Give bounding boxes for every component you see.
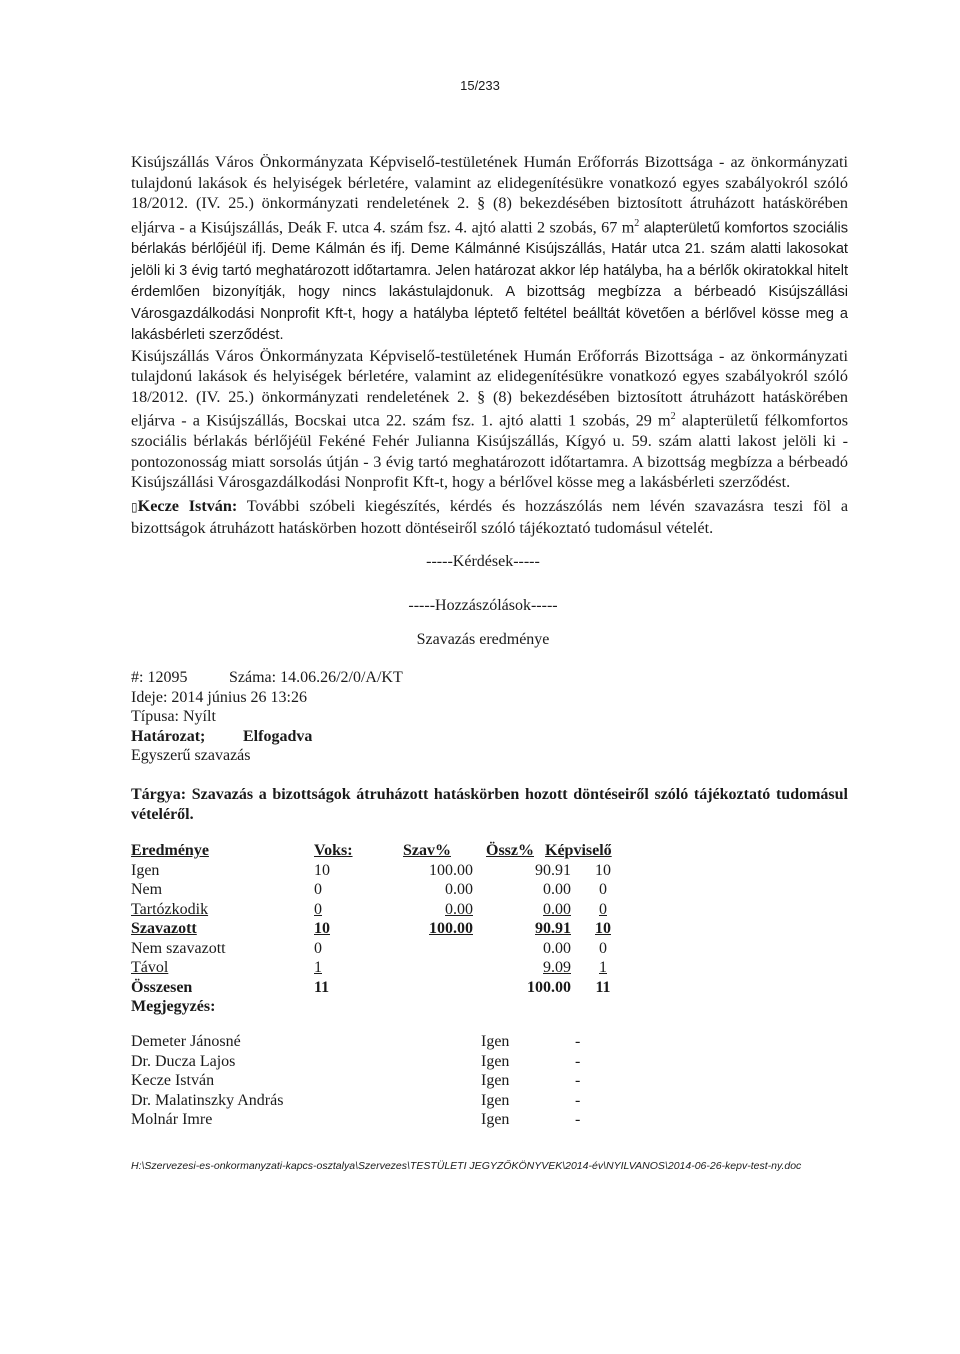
- row-representatives: 0: [599, 939, 607, 957]
- row-total-percent: 9.09: [543, 959, 571, 976]
- member-vote: Igen: [481, 1111, 510, 1128]
- vote-result-heading: Szavazás eredménye: [416, 631, 550, 648]
- paragraph-deak-utca: [131, 152, 848, 346]
- row-name: Tartózkodik: [131, 900, 209, 918]
- row-representatives: 0: [599, 881, 607, 898]
- member-note: -: [575, 1091, 581, 1109]
- speaker-name: Kecze István:: [137, 497, 238, 515]
- row-total-percent: 0.00: [543, 881, 571, 898]
- row-votes: 0: [314, 900, 322, 918]
- paragraph-1-main: Kisújszállás Város Önkormányzata Képviselő-testületének Humán Erőforrás Bizottsága - az önkormányzati tulajdonú lakások és helyiségek bérletére, valamint az elidegenítésükre vonatkozó egyes szabályokról szóló 18/2012. (IV. 25.) önkormányzati rendeletének 2. § (8) bekezdésében biztosított átruházott hatáskörében eljárva - a Kisújszállás, Deák F. utca 4. szám fsz. 4. ajtó alatti 2 szobás, 67 m: [131, 153, 848, 236]
- resolution-text: [131, 152, 848, 493]
- row-name: Összesen: [131, 978, 193, 996]
- vote-id-row: [131, 668, 403, 688]
- member-note: -: [575, 1111, 581, 1128]
- header-votes: Voks:: [314, 842, 353, 859]
- resolution-row: [131, 727, 403, 747]
- speaker-text: További szóbeli kiegészítés, kérdés és hozzászólás nem lévén szavazásra teszi föl a bizottságok átruházott hatáskörben hozott döntéseiről szóló tájékoztató tudomásul vételét.: [131, 497, 849, 537]
- row-vote-percent: 100.00: [429, 861, 473, 879]
- member-name: Demeter Jánosné: [131, 1033, 241, 1050]
- row-total-percent: 90.91: [535, 861, 571, 879]
- page-number: 15/233: [460, 78, 500, 93]
- member-note: -: [575, 1072, 581, 1089]
- row-name: Távol: [131, 959, 169, 976]
- member-name: Kecze István: [131, 1072, 215, 1089]
- vote-id: #: 12095: [131, 669, 188, 686]
- list-item: [131, 1032, 581, 1052]
- resolution-label: Határozat;: [131, 727, 206, 745]
- member-name: Dr. Malatinszky András: [131, 1091, 284, 1109]
- row-total-percent: 90.91: [535, 920, 571, 937]
- member-note: -: [575, 1052, 581, 1070]
- paragraph-2-rest: alapterületű félkomfortos szociális bérlakás bérlőjéül Fekéné Fehér Julianna Kisújszállás, Kígyó u. 59. szám alatti lakost jelöli ki - pontozonosság miatt sorsolás útján - 3 évig tartó meghatározott időtartamra. A bizottság megbízza a bérbeadó Kisújszállási Városgazdálkodási Nonprofit Kft-t, hogy a bérlővel kösse meg a lakásbérleti szerződést.: [131, 411, 848, 492]
- subject-text: Szavazás a bizottságok átruházott hatáskörben hozott döntéseiről szóló tájékoztató tudomásul vételéről.: [131, 786, 848, 823]
- member-vote: Igen: [481, 1072, 510, 1089]
- vote-mode: Egyszerű szavazás: [131, 747, 251, 764]
- list-item: [131, 1110, 581, 1130]
- list-item: [131, 1052, 581, 1072]
- row-representatives: 10: [595, 920, 611, 937]
- header-result: Eredménye: [131, 842, 209, 859]
- member-vote: Igen: [481, 1033, 510, 1050]
- questions-heading: -----Kérdések-----: [426, 553, 540, 570]
- header-vote-percent: Szav%: [403, 842, 451, 859]
- remarks-label: Megjegyzés:: [131, 998, 216, 1015]
- file-path-footer: H:\Szervezesi-es-onkormanyzati-kapcs-osztalya\Szervezes\TESTÜLETI JEGYZŐKÖNYVEK\2014-év\NYILVANOS\2014-06-26-kepv-test-ny.doc: [131, 1160, 802, 1172]
- paragraph-1-rest: alapterületű komfortos szociális bérlakás bérlőjéül ifj. Deme Kálmán és ifj. Deme Kálmánné Kisújszállás, Határ utca 21. szám alatti lakosokat jelöli ki 3 évig tartó meghatározott időtartamra. Jelen határozat akkor lép hatályba, ha a bérlők okiratokkal hitelt érdemlően bizonyítják, hogy nincs lakástulajdonuk. A bizottság megbízza a bérbeadó Kisújszállási Városgazdálkodási Nonprofit Kft-t, hogy a hatályba léptető feltétel beálltát követően a bérlővel kösse meg a lakásbérleti szerződést.: [131, 219, 848, 344]
- resolution-value: Elfogadva: [243, 727, 313, 745]
- header-representative: Képviselő: [545, 842, 612, 859]
- member-vote: Igen: [481, 1052, 510, 1070]
- row-representatives: 0: [599, 900, 607, 918]
- member-name: Dr. Ducza Lajos: [131, 1052, 236, 1070]
- bullet-icon: ▯: [131, 500, 138, 514]
- chair-statement: [131, 496, 848, 538]
- row-votes: 0: [314, 939, 322, 957]
- row-representatives: 11: [595, 978, 611, 996]
- row-name: Szavazott: [131, 920, 197, 937]
- row-name: Igen: [131, 861, 160, 879]
- row-vote-percent: 100.00: [429, 920, 473, 937]
- row-votes: 10: [314, 861, 330, 879]
- list-item: [131, 1091, 581, 1111]
- superscript-2: 2: [634, 217, 640, 229]
- vote-number: Száma: 14.06.26/2/0/A/KT: [229, 669, 403, 686]
- row-votes: 10: [314, 920, 330, 937]
- paragraph-2-main: Kisújszállás Város Önkormányzata Képviselő-testületének Humán Erőforrás Bizottsága - az önkormányzati tulajdonú lakások és helyiségek bérletére, valamint az elidegenítésükre vonatkozó egyes szabályokról szóló 18/2012. (IV. 25.) önkormányzati rendeletének 2. § (8) bekezdésében biztosított átruházott hatáskörében eljárva - a Kisújszállás, Bocskai utca 22. szám fsz. 1. ajtó alatti 1 szobás, 29 m: [131, 346, 848, 430]
- row-name: Nem szavazott: [131, 939, 226, 957]
- list-item: [131, 1071, 581, 1091]
- vote-type: Típusa: Nyílt: [131, 708, 216, 725]
- row-representatives: 1: [599, 959, 607, 976]
- member-name: Molnár Imre: [131, 1111, 213, 1128]
- member-vote: Igen: [481, 1091, 510, 1109]
- member-note: -: [575, 1033, 581, 1050]
- row-vote-percent: 0.00: [445, 900, 473, 918]
- subject: [131, 785, 848, 825]
- row-total-percent: 0.00: [543, 939, 571, 957]
- member-votes: [131, 1032, 581, 1130]
- superscript-2: 2: [670, 411, 676, 423]
- row-votes: 11: [314, 978, 330, 996]
- row-votes: 1: [314, 959, 322, 976]
- vote-time: Ideje: 2014 június 26 13:26: [131, 688, 307, 706]
- header-total-percent: Össz%: [486, 842, 534, 859]
- row-vote-percent: 0.00: [445, 881, 473, 898]
- row-representatives: 10: [595, 861, 611, 879]
- row-votes: 0: [314, 881, 322, 898]
- subject-label: Tárgya:: [131, 786, 187, 803]
- row-name: Nem: [131, 881, 163, 898]
- paragraph-bocskai-utca: [131, 346, 848, 493]
- comments-heading: -----Hozzászólások-----: [408, 597, 558, 614]
- row-total-percent: 0.00: [543, 900, 571, 918]
- vote-meta: [131, 668, 403, 766]
- row-total-percent: 100.00: [527, 978, 571, 996]
